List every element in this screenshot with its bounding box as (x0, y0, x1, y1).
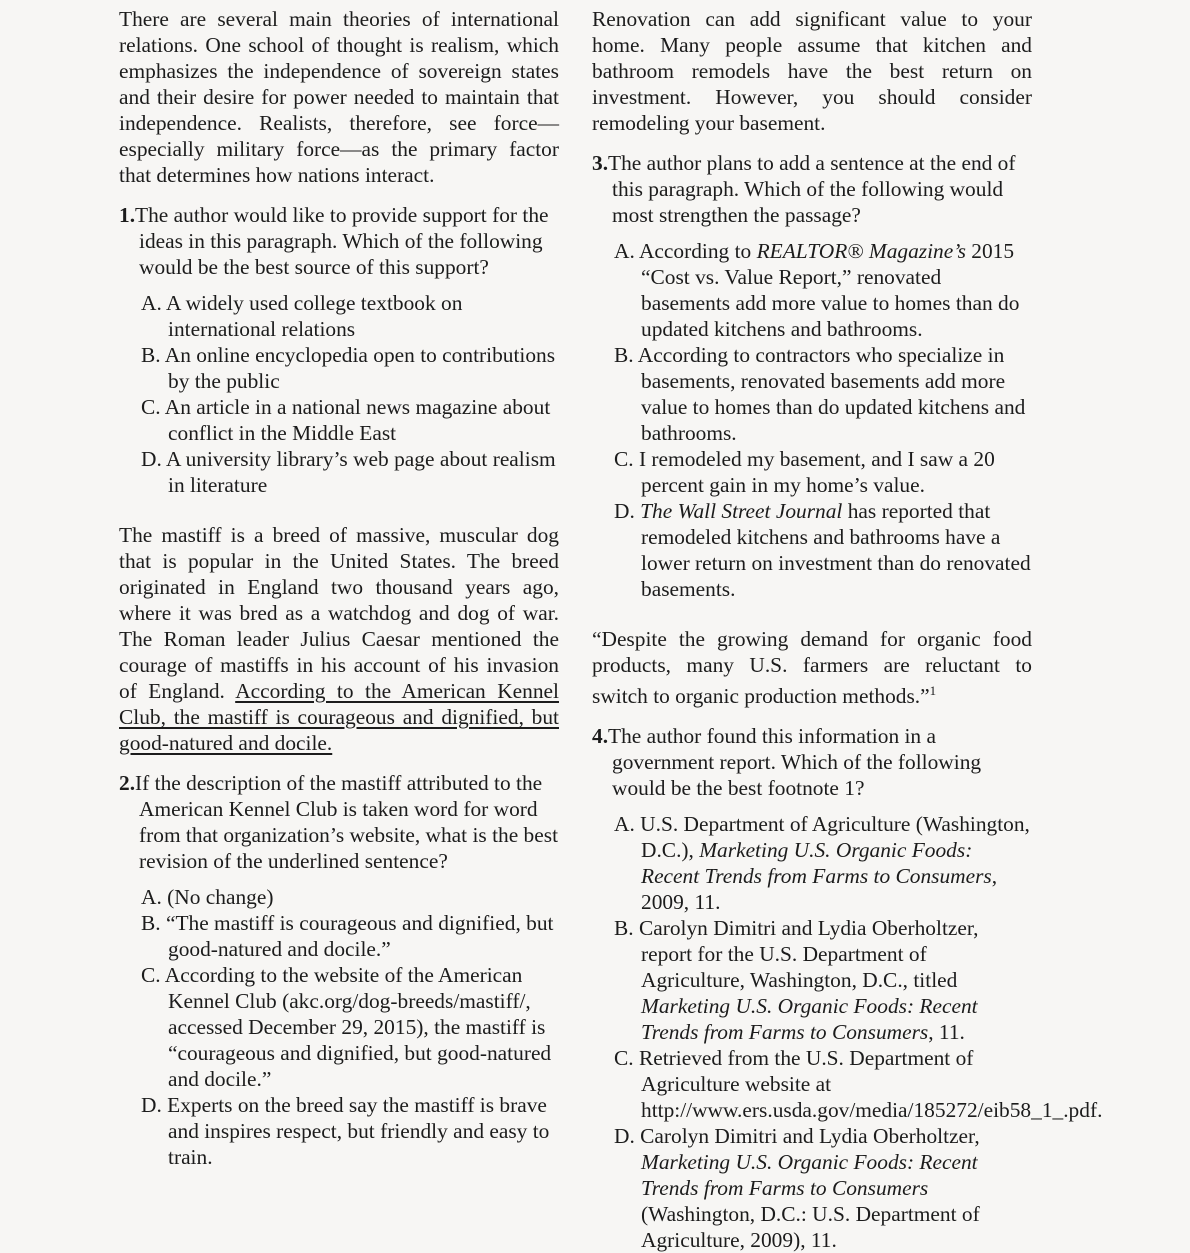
footnote-marker: 1 (929, 683, 937, 698)
passage-renovation: Renovation can add significant value to your home. Many people assume that kitchen and bathroom remodels have the best return on investment. However, you should consider remodeling your basement. (592, 7, 1032, 135)
question-2-option-a: A. (No change) (141, 885, 274, 909)
question-4-stem: 4.The author found this information in a government report. Which of the following would be the best footnote 1? (592, 724, 982, 801)
question-2-option-b: B. “The mastiff is courageous and dignified, but good-natured and docile.” (141, 911, 554, 961)
question-4-option-d: D. Carolyn Dimitri and Lydia Oberholtzer, Marketing U.S. Organic Foods: Recent Trends from Farms to Consumers (Washington, D.C.: U.S. Department of Agriculture, 2009), 11. (614, 1124, 980, 1253)
question-2-options (119, 884, 559, 1170)
passage-international-relations: There are several main theories of international relations. One school of thought is realism, which emphasizes the independence of sovereign states and their desire for power needed to maintain that independence. Realists, therefore, see force—especially military force—as the primary factor that determines how nations interact. (119, 7, 559, 187)
question-3-stem: 3.The author plans to add a sentence at the end of this paragraph. Which of the following would most strengthen the passage? (592, 151, 1016, 227)
question-4-option-c: C. Retrieved from the U.S. Department of Agriculture website at http://www.ers.usda.gov/media/185272/eib58_1_.pdf. (614, 1046, 1103, 1123)
question-2-stem: 2.If the description of the mastiff attributed to the American Kennel Club is taken word for word from that organization’s website, what is the best revision of the underlined sentence? (119, 771, 559, 873)
question-2-option-d: D. Experts on the breed say the mastiff is brave and inspires respect, but friendly and easy to train. (141, 1093, 550, 1169)
question-3-option-a: A. According to REALTOR® Magazine’s 2015 “Cost vs. Value Report,” renovated basements add more value to homes than do updated kitchens and bathrooms. (614, 239, 1020, 341)
question-2 (119, 770, 559, 1170)
question-3 (592, 150, 1032, 602)
question-3-option-d: D. The Wall Street Journal has reported that remodeled kitchens and bathrooms have a lower return on investment than do renovated basements. (614, 499, 1031, 601)
question-1-options (119, 290, 559, 498)
question-1-option-c: C. An article in a national news magazine about conflict in the Middle East (141, 395, 551, 445)
question-4-options (592, 811, 1103, 1253)
question-1 (119, 202, 559, 498)
question-4 (592, 723, 1103, 1253)
question-1-option-b: B. An online encyclopedia open to contributions by the public (141, 343, 556, 393)
right-column (592, 6, 1103, 1253)
passage-mastiff: The mastiff is a breed of massive, muscular dog that is popular in the United States. The breed originated in England two thousand years ago, where it was bred as a watchdog and dog of war. The Roman leader Julius Caesar mentioned the courage of mastiffs in his account of his invasion of England. According to the American Kennel Club, the mastiff is courageous and dignified, but good-natured and docile. (119, 523, 559, 755)
question-1-option-a: A. A widely used college textbook on international relations (141, 291, 463, 341)
question-2-option-c: C. According to the website of the American Kennel Club (akc.org/dog-breeds/mastiff/, accessed December 29, 2015), the mastiff is “courageous and dignified, but good-natured and docile.” (141, 963, 552, 1091)
question-4-option-b: B. Carolyn Dimitri and Lydia Oberholtzer, report for the U.S. Department of Agriculture, Washington, D.C., titled Marketing U.S. Organic Foods: Recent Trends from Farms to Consumers, 11. (614, 916, 979, 1045)
question-3-options (592, 238, 1032, 602)
left-column (119, 6, 559, 1170)
question-4-option-a: A. U.S. Department of Agriculture (Washington, D.C.), Marketing U.S. Organic Foods: Recent Trends from Farms to Consumers, 2009, 11. (614, 812, 1030, 915)
question-1-option-d: D. A university library’s web page about realism in literature (141, 447, 556, 497)
passage-organic-quote: “Despite the growing demand for organic food products, many U.S. farmers are reluctant to switch to organic production methods.”$^1$ (592, 627, 1032, 709)
underlined-sentence: According to the American Kennel Club, the mastiff is courageous and dignified, but good-natured and docile. (119, 679, 559, 755)
question-1-stem: 1.The author would like to provide support for the ideas in this paragraph. Which of the following would be the best source of this support? (119, 203, 549, 279)
question-3-option-c: C. I remodeled my basement, and I saw a 20 percent gain in my home’s value. (614, 447, 995, 497)
question-3-option-b: B. According to contractors who specialize in basements, renovated basements add more value to homes than do updated kitchens and bathrooms. (614, 343, 1026, 445)
